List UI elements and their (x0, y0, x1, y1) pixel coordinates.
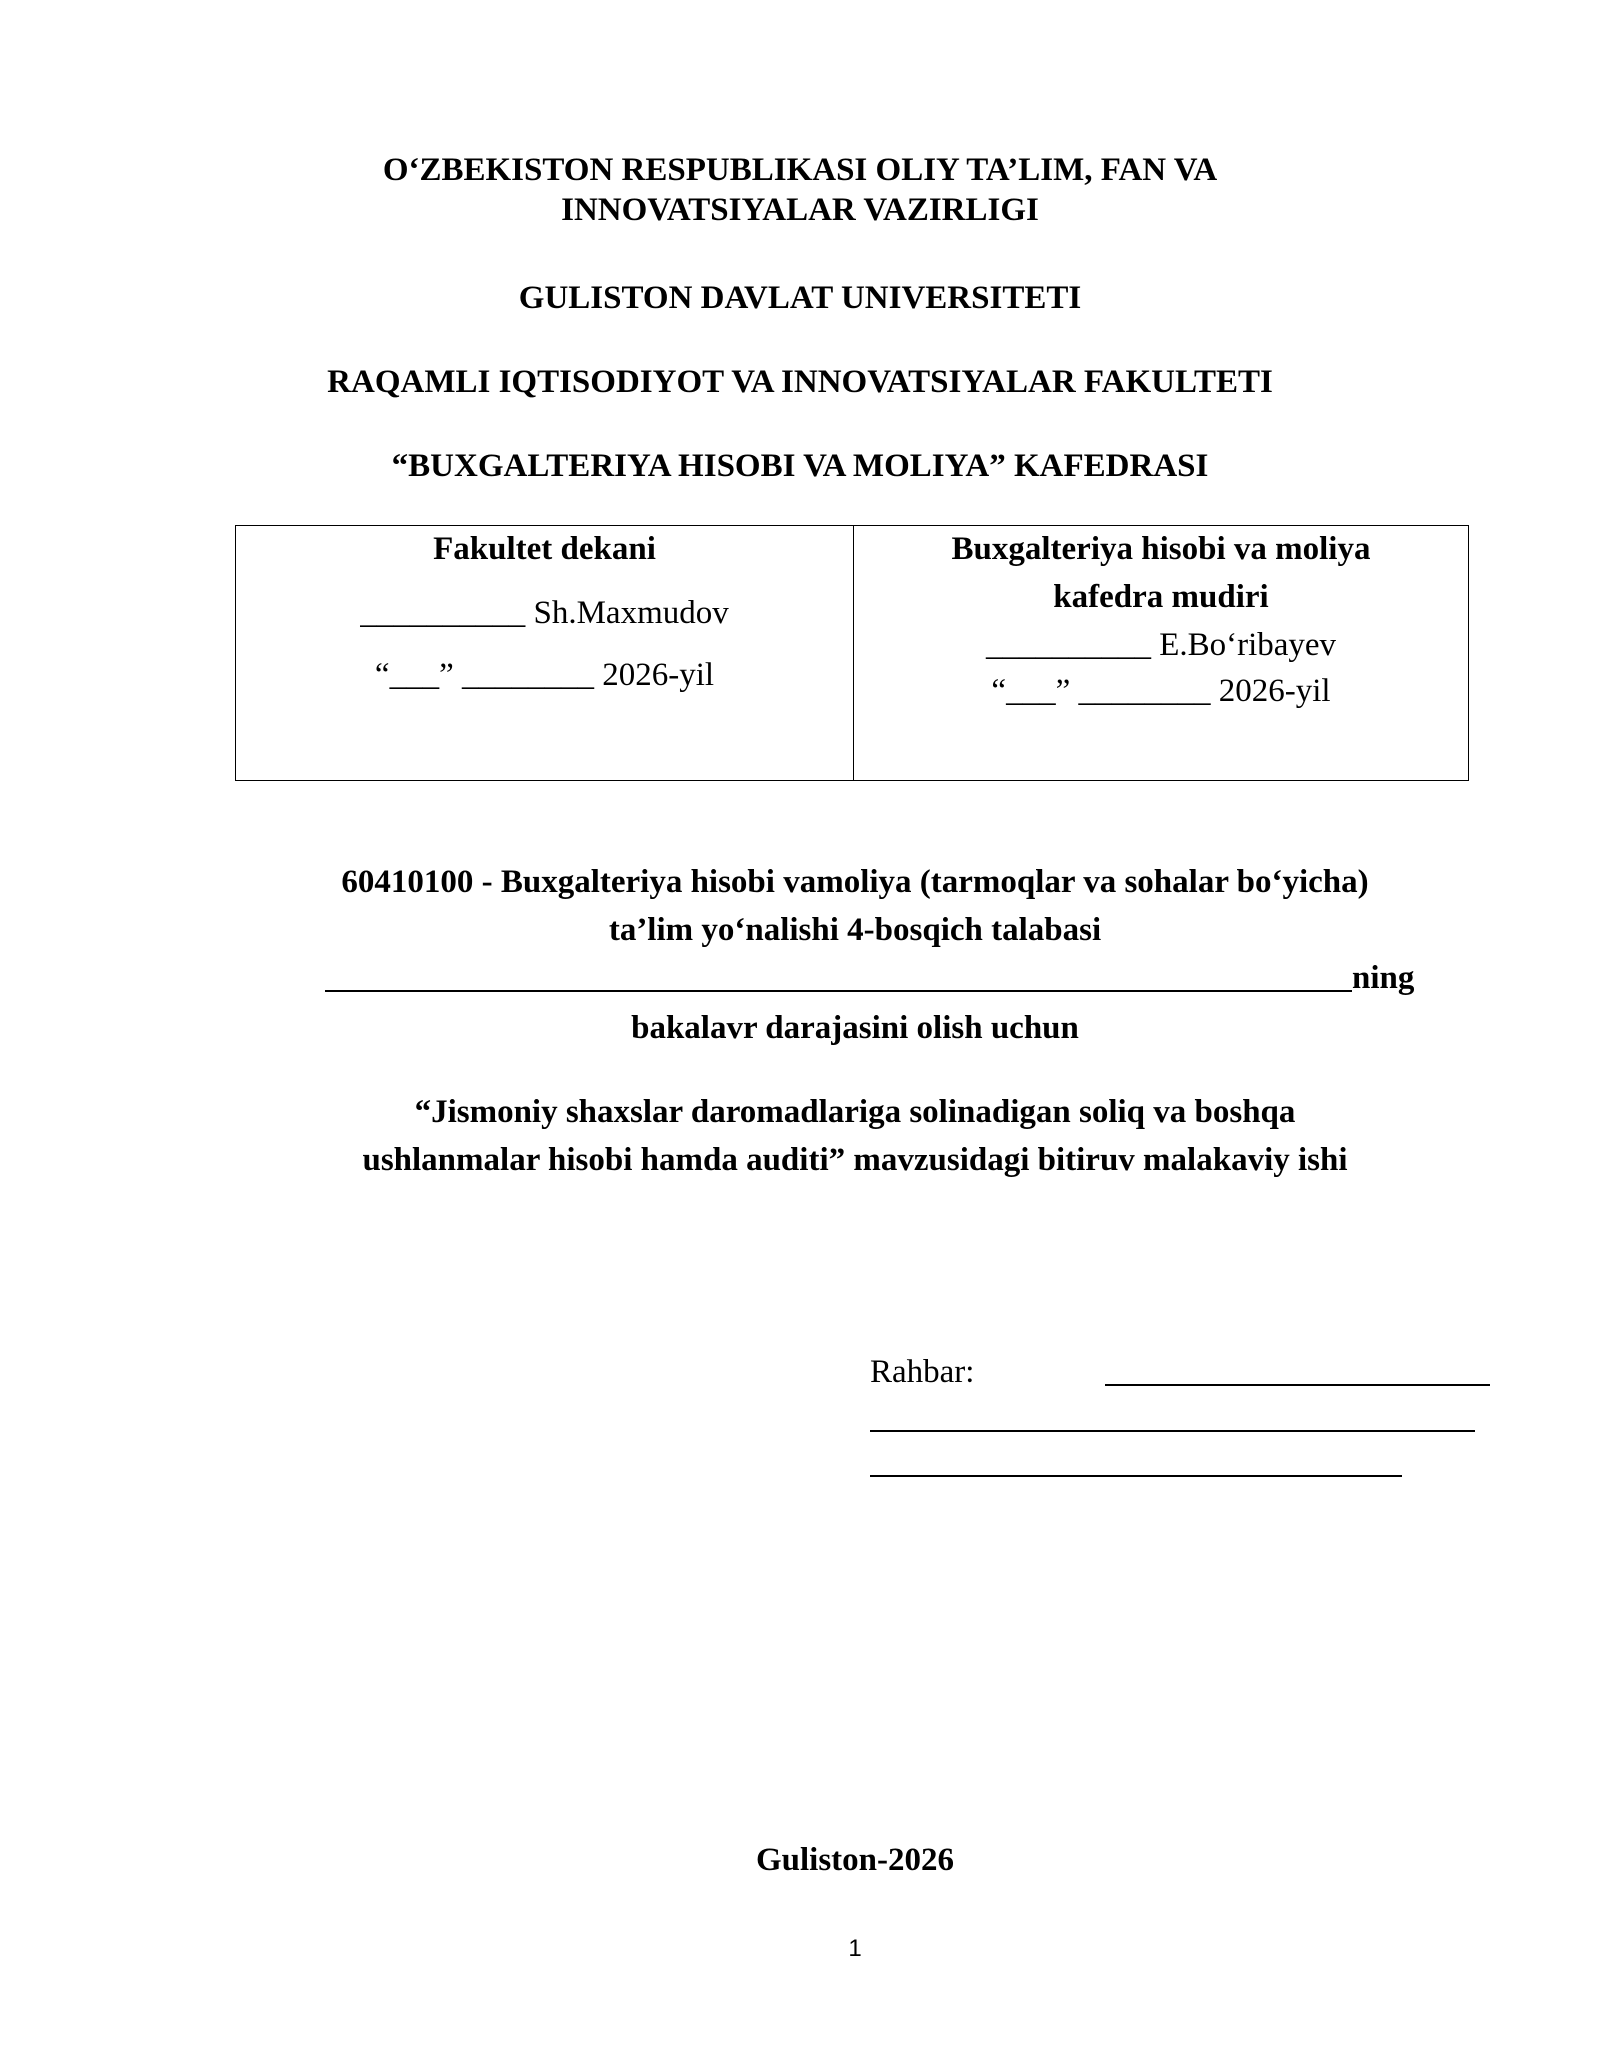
program-stage-line: ta’lim yo‘nalishi 4-bosqich talabasi (608, 912, 1102, 948)
dean-date-line (236, 655, 853, 695)
degree-purpose-line: bakalavr darajasini olish uchun (631, 1010, 1079, 1046)
student-name-suffix: ning (1352, 960, 1415, 996)
ministry-title-line2: INNOVATSIYALAR VAZIRLIGI (561, 192, 1039, 228)
program-line: 60410100 - Buxgalteriya hisobi vamoliya (tarmoqlar va sohalar bo‘yicha) (341, 864, 1369, 900)
thesis-title-line2: ushlanmalar hisobi hamda auditi” mavzusidagi bitiruv malakaviy ishi (362, 1142, 1348, 1178)
head-date-year: 2026-yil (1218, 673, 1331, 709)
student-name-blank (325, 990, 1352, 992)
university-name: GULISTON DAVLAT UNIVERSITETI (518, 280, 1082, 316)
dean-signature-line (236, 593, 853, 633)
head-title-line1: Buxgalteriya hisobi va moliya (951, 531, 1371, 567)
head-date-day-blank: ___ (1006, 673, 1056, 709)
dean-date-year: 2026-yil (602, 657, 715, 693)
page-number: 1 (848, 1935, 862, 1962)
head-date-close-quote: ” (1055, 673, 1071, 709)
faculty-name: RAQAMLI IQTISODIYOT VA INNOVATSIYALAR FAKULTETI (327, 364, 1273, 400)
supervisor-label: Rahbar: (870, 1354, 975, 1390)
supervisor-blank-line1 (1105, 1384, 1490, 1386)
approval-table (235, 525, 1469, 781)
head-name: E.Bo‘ribayev (1159, 627, 1337, 663)
head-title-line2: kafedra mudiri (1053, 579, 1269, 615)
city-year: Guliston-2026 (755, 1842, 955, 1878)
thesis-title-line1: “Jismoniy shaxslar daromadlariga solinadigan soliq va boshqa (414, 1094, 1296, 1130)
head-date-open-quote: “ (991, 673, 1007, 709)
department-name: “BUXGALTERIYA HISOBI VA MOLIYA” KAFEDRASI (391, 448, 1209, 484)
dean-name: Sh.Maxmudov (533, 595, 729, 631)
head-signature-blank: __________ (985, 627, 1151, 663)
dean-date-open-quote: “ (374, 657, 390, 693)
head-approval-cell (854, 526, 1468, 780)
head-signature-line (854, 625, 1468, 665)
supervisor-blank-line3 (870, 1475, 1402, 1477)
dean-date-month-blank: ________ (461, 657, 594, 693)
dean-title: Fakultet dekani (433, 531, 656, 567)
dean-approval-cell (236, 526, 854, 780)
head-date-line (854, 671, 1468, 711)
supervisor-blank-line2 (870, 1430, 1475, 1432)
ministry-title-line1: O‘ZBEKISTON RESPUBLIKASI OLIY TA’LIM, FAN VA (382, 152, 1218, 188)
dean-signature-blank: __________ (360, 595, 526, 631)
dean-date-day-blank: ___ (389, 657, 440, 693)
head-date-month-blank: ________ (1078, 673, 1211, 709)
dean-date-close-quote: ” (439, 657, 454, 693)
